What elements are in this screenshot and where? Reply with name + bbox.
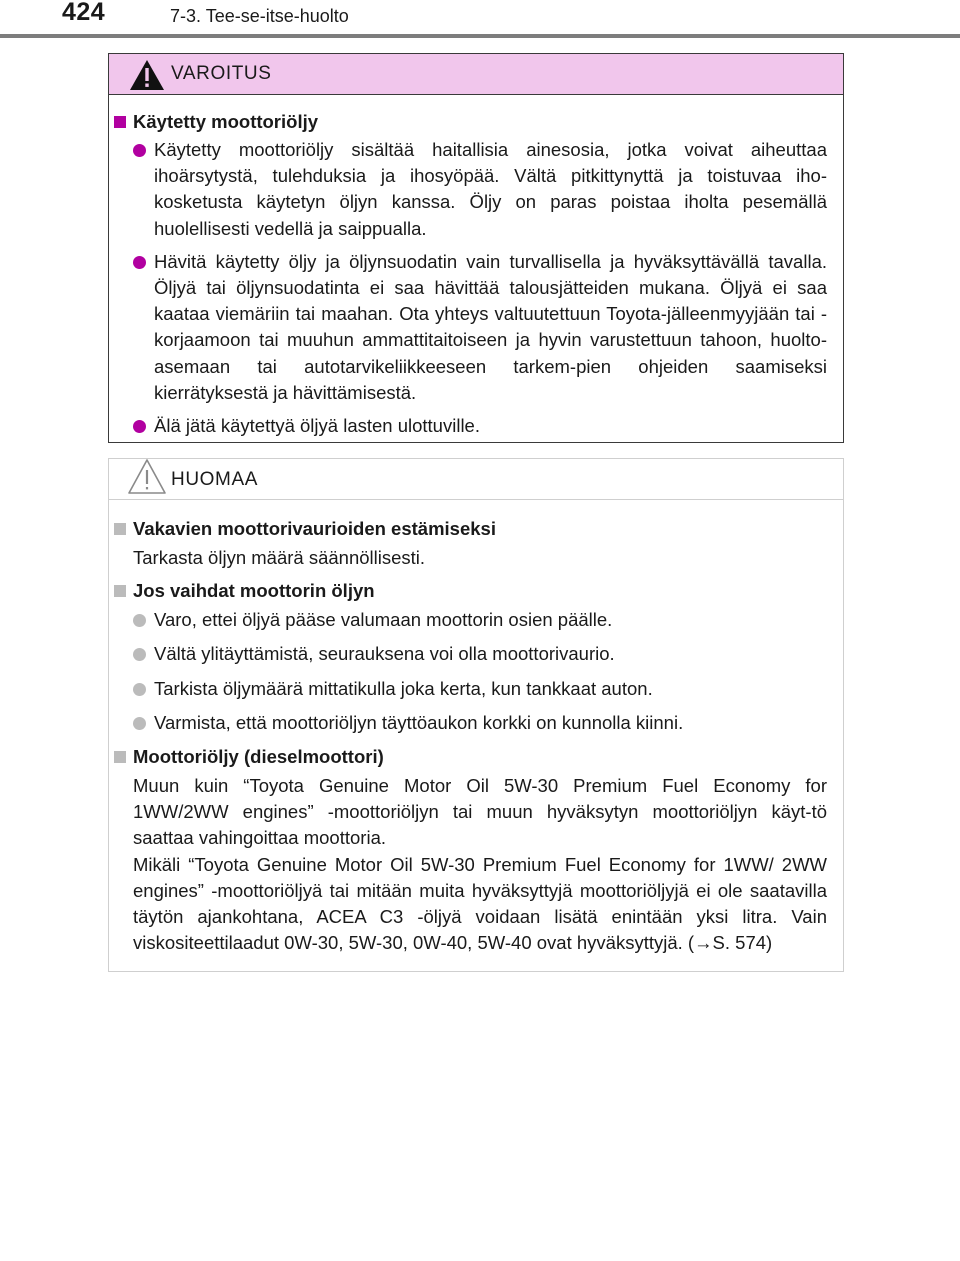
warning-section-title (109, 109, 827, 135)
caution-triangle-outline-icon (127, 457, 167, 497)
warning-item (109, 249, 827, 406)
bullet-dot-icon (133, 144, 146, 157)
warning-header (109, 54, 843, 95)
section-square-icon (114, 116, 126, 128)
notice-item (109, 607, 827, 633)
notice-item (109, 676, 827, 702)
section-square-icon (114, 751, 126, 763)
notice-item-text: Vältä ylitäyttämistä, seurauksena voi olla moottorivaurio. (154, 643, 615, 665)
notice-item-text: Tarkista öljymäärä mittatikulla joka kerta, kun tankkaat auton. (154, 677, 653, 699)
bullet-dot-icon (133, 648, 146, 661)
notice-item (109, 710, 827, 736)
notice-paragraph: Tarkasta öljyn määrä säännöllisesti. (133, 547, 426, 568)
notice-label: HUOMAA (171, 469, 258, 490)
header-divider (0, 34, 960, 38)
page-number: 424 (62, 0, 106, 26)
warning-label: VAROITUS (171, 63, 272, 84)
bullet-dot-icon (133, 683, 146, 696)
warning-item (109, 413, 827, 439)
notice-item-text: Varmista, että moottoriöljyn täyttöaukon korkki on kunnolla kiinni. (154, 711, 684, 733)
bullet-dot-icon (133, 420, 146, 433)
section-title-text: Moottoriöljy (dieselmoottori) (133, 746, 384, 768)
warning-item-text: Hävitä käytetty öljy ja öljynsuodatin vain turvallisella ja hyväksyttävällä tavalla. Öljyä tai öljynsuodatinta ei saa hävittää talousjätteiden mukana. Öljyä ei saa kaataa viemäriin tai maahan. Ota yhteys valtuutettuun Toyota-jälleenmyyjään tai -korjaamoon tai muuhun ammattitaitoiseen ja hyvin varustettuun tahoon, huolto-asemaan tai autotarvikeliikkeeseen tarkem-pien ohjeiden saamiseksi kierrätyksestä ja hävittämisestä. (154, 250, 827, 403)
warning-item (109, 137, 827, 242)
section-square-icon (114, 585, 126, 597)
warning-item-text: Käytetty moottoriöljy sisältää haitallisia ainesosia, jotka voivat aiheuttaa ihoärsytystä, tulehduksia ja ihosyöpää. Vältä pitkittynyttä ja toistuvaa iho-kosketusta käytetyn öljyn kanssa. Öljy on paras poistaa iholta pesemällä huolellisesti vedellä ja saippualla. (154, 139, 827, 239)
notice-item-text: Varo, ettei öljyä pääse valumaan moottorin osien päälle. (154, 609, 613, 631)
notice-section-title (109, 578, 827, 604)
bullet-dot-icon (133, 717, 146, 730)
section-square-icon (114, 523, 126, 535)
section-title-text: Vakavien moottorivaurioiden estämiseksi (133, 518, 496, 539)
notice-paragraph: Muun kuin “Toyota Genuine Motor Oil 5W-30 Premium Fuel Economy for 1WW/2WW engines” -moottoriöljyn tai muun hyväksytyn moottoriöljyn käyt-tö saattaa vahingoittaa moottoria. (133, 775, 827, 849)
bullet-dot-icon (133, 256, 146, 269)
section-title-text: Jos vaihdat moottorin öljyn (133, 580, 375, 602)
notice-item (109, 641, 827, 667)
bullet-dot-icon (133, 614, 146, 627)
warning-item-text: Älä jätä käytettyä öljyä lasten ulottuville. (154, 415, 480, 437)
warning-triangle-icon (129, 59, 165, 91)
notice-paragraph: Mikäli “Toyota Genuine Motor Oil 5W-30 Premium Fuel Economy for 1WW/ 2WW engines” -moottoriöljyä tai mitään muita hyväksyttyjä moottoriöljyjä ei ole saatavilla täytön ajankohtana, ACEA C3 -öljyä voidaan lisätä enintään yksi litra. Vain viskositeettilaadut 0W-30, 5W-30, 0W-40, 5W-40 ovat hyväksyttyjä. (→S. 574) (133, 853, 827, 954)
chapter-title: 7-3. Tee-se-itse-huolto (170, 6, 349, 26)
section-title-text: Käytetty moottoriöljy (133, 111, 319, 132)
notice-header (109, 459, 843, 500)
notice-section-title (109, 516, 827, 542)
notice-section-title (109, 744, 827, 770)
warning-box (108, 53, 844, 443)
notice-box (108, 458, 844, 972)
